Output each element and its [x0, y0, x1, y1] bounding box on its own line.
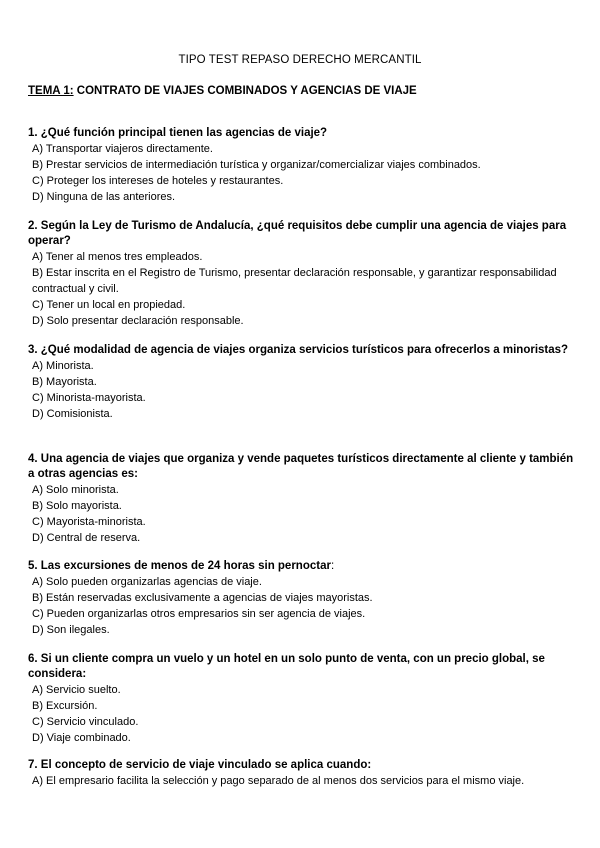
- question-stem: 4. Una agencia de viajes que organiza y vende paquetes turísticos directamente al cliente y también a otras agencias es:: [28, 453, 574, 480]
- topic-label: TEMA 1:: [28, 85, 74, 97]
- topic-title: CONTRATO DE VIAJES COMBINADOS Y AGENCIAS DE VIAJE: [76, 85, 417, 97]
- option-b: B) Estar inscrita en el Registro de Turismo, presentar declaración responsable, y garantizar responsabilidad contractual y civil.: [32, 267, 557, 295]
- option-b: B) Mayorista.: [32, 376, 97, 388]
- question-stem: 2. Según la Ley de Turismo de Andalucía, ¿qué requisitos debe cumplir una agencia de viajes para operar?: [28, 220, 567, 247]
- option-a: A) Solo minorista.: [32, 484, 119, 496]
- option-b: B) Solo mayorista.: [32, 500, 122, 512]
- option-d: D) Viaje combinado.: [32, 732, 131, 744]
- question-stem: 5. Las excursiones de menos de 24 horas sin pernoctar:: [28, 560, 335, 572]
- option-b: B) Prestar servicios de intermediación turística y organizar/comercializar viajes combinados.: [32, 159, 481, 171]
- option-a: A) Tener al menos tres empleados.: [32, 251, 203, 263]
- question-7: [28, 758, 576, 789]
- option-d: D) Solo presentar declaración responsable.: [32, 315, 244, 327]
- option-c: C) Tener un local en propiedad.: [32, 299, 186, 311]
- question-stem: 6. Si un cliente compra un vuelo y un hotel en un solo punto de venta, con un precio global, se considera:: [28, 653, 545, 680]
- option-a: A) Solo pueden organizarlas agencias de viaje.: [32, 576, 262, 588]
- question-6: [28, 652, 576, 746]
- question-4: [28, 452, 576, 546]
- option-c: C) Servicio vinculado.: [32, 716, 139, 728]
- question-3: [28, 343, 576, 422]
- document-title: TIPO TEST REPASO DERECHO MERCANTIL: [178, 54, 422, 66]
- option-c: C) Minorista-mayorista.: [32, 392, 146, 404]
- question-1: [28, 126, 576, 205]
- option-c: C) Proteger los intereses de hoteles y restaurantes.: [32, 175, 284, 187]
- question-stem: 7. El concepto de servicio de viaje vinculado se aplica cuando:: [28, 759, 372, 771]
- option-d: D) Central de reserva.: [32, 532, 141, 544]
- question-2: [28, 219, 576, 329]
- option-a: A) Servicio suelto.: [32, 684, 121, 696]
- option-d: D) Ninguna de las anteriores.: [32, 191, 176, 203]
- option-a: A) Transportar viajeros directamente.: [32, 143, 213, 155]
- option-c: C) Pueden organizarlas otros empresarios sin ser agencia de viajes.: [32, 608, 366, 620]
- option-a: A) Minorista.: [32, 360, 94, 372]
- question-5: [28, 559, 576, 638]
- option-b: B) Están reservadas exclusivamente a agencias de viajes mayoristas.: [32, 592, 373, 604]
- option-a: A) El empresario facilita la selección y pago separado de al menos dos servicios para el mismo viaje.: [32, 775, 525, 787]
- option-d: D) Comisionista.: [32, 408, 113, 420]
- option-d: D) Son ilegales.: [32, 624, 110, 636]
- question-stem: 1. ¿Qué función principal tienen las agencias de viaje?: [28, 127, 328, 139]
- topic-heading: [28, 85, 417, 97]
- option-b: B) Excursión.: [32, 700, 98, 712]
- question-stem: 3. ¿Qué modalidad de agencia de viajes organiza servicios turísticos para ofrecerlos a minoristas?: [28, 344, 569, 356]
- option-c: C) Mayorista-minorista.: [32, 516, 146, 528]
